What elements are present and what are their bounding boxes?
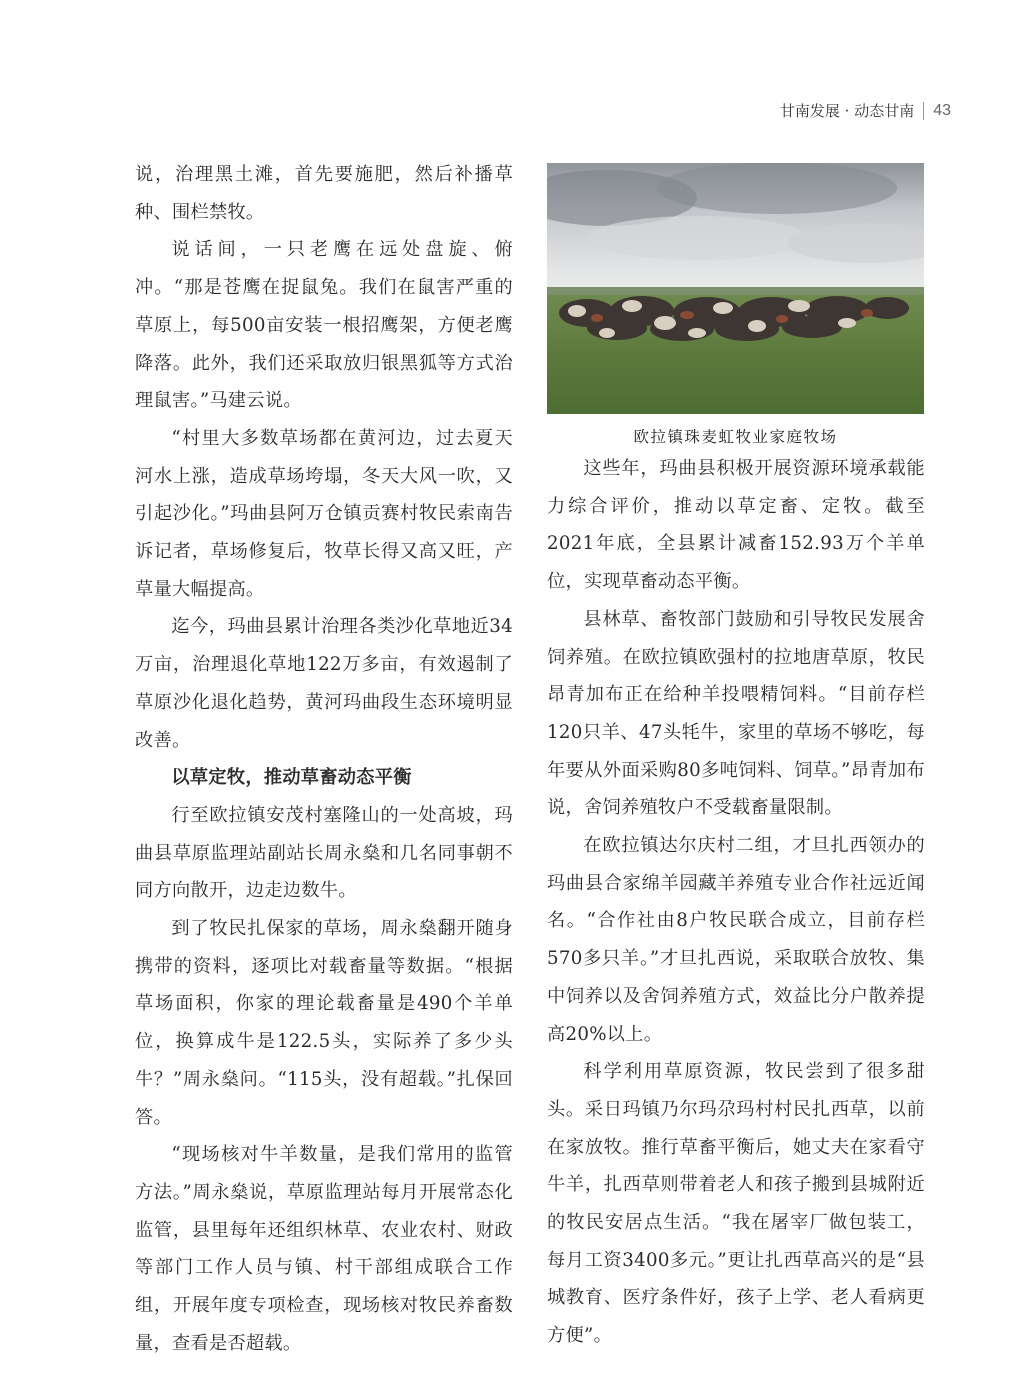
paragraph: “现场核对牛羊数量，是我们常用的监管方法。”周永燊说，草原监理站每月开展常态化监管，县里每年还组织林草、农业农村、财政等部门工作人员与镇、村干部组成联合工作组，开展年度专项检查，现场核对牧民养畜数量，查看是否超载。 (135, 1144, 513, 1354)
header-divider (923, 102, 924, 120)
running-header (780, 100, 951, 121)
herd-photo (547, 163, 924, 414)
right-column (547, 450, 925, 1355)
paragraph: 科学利用草原资源，牧民尝到了很多甜头。采日玛镇乃尔玛尕玛村村民扎西草，以前在家放牧。推行草畜平衡后，她丈夫在家看守牛羊，扎西草则带着老人和孩子搬到县城附近的牧民安居点生活。“我在屠宰厂做包装工，每月工资3400多元。”更让扎西草高兴的是“县城教育、医疗条件好，孩子上学、老人看病更方便”。 (547, 1061, 925, 1347)
paragraph: 到了牧民扎保家的草场，周永燊翻开随身携带的资料，逐项比对载畜量等数据。“根据草场面积，你家的理论载畜量是490个羊单位，换算成牛是122.5头，实际养了多少头牛？”周永燊问。“115头，没有超载。”扎保回答。 (135, 918, 513, 1128)
page-number: 43 (933, 101, 951, 119)
photo-caption: 欧拉镇珠麦虹牧业家庭牧场 (633, 428, 838, 446)
section-title: 甘南发展 · 动态甘南 (779, 102, 915, 120)
paragraph: 迄今，玛曲县累计治理各类沙化草地近34万亩，治理退化草地122万多亩，有效遏制了草原沙化退化趋势，黄河玛曲段生态环境明显改善。 (135, 616, 513, 751)
paragraph: 县林草、畜牧部门鼓励和引导牧民发展舍饲养殖。在欧拉镇欧强村的拉地唐草原，牧民昂青加布正在给种羊投喂精饲料。“目前存栏120只羊、47头牦牛，家里的草场不够吃，每年要从外面采购80多吨饲料、饲草。”昂青加布说，舍饲养殖牧户不受载畜量限制。 (547, 608, 925, 819)
paragraph: 说话间，一只老鹰在远处盘旋、俯冲。“那是苍鹰在捉鼠兔。我们在鼠害严重的草原上，每500亩安装一根招鹰架，方便老鹰降落。此外，我们还采取放归银黑狐等方式治理鼠害。”马建云说。 (135, 239, 513, 412)
paragraph: 行至欧拉镇安茂村塞隆山的一处高坡，玛曲县草原监理站副站长周永燊和几名同事朝不同方向散开，边走边数牛。 (135, 804, 513, 902)
pasture-herd-image (547, 163, 924, 414)
paragraph: 说，治理黑土滩，首先要施肥，然后补播草种、围栏禁牧。 (135, 164, 513, 223)
left-column (135, 156, 513, 1363)
section-heading: 以草定牧，推动草畜动态平衡 (171, 767, 412, 789)
paragraph: “村里大多数草场都在黄河边，过去夏天河水上涨，造成草场垮塌，冬天大风一吹，又引起沙化。”玛曲县阿万仓镇贡赛村牧民索南告诉记者，草场修复后，牧草长得又高又旺，产草量大幅提高。 (135, 427, 513, 600)
paragraph: 这些年，玛曲县积极开展资源环境承载能力综合评价，推动以草定畜、定牧。截至2021年底，全县累计减畜152.93万个羊单位，实现草畜动态平衡。 (547, 458, 925, 593)
paragraph: 在欧拉镇达尔庆村二组，才旦扎西领办的玛曲县合家绵羊园藏羊养殖专业合作社远近闻名。“合作社由8户牧民联合成立，目前存栏570多只羊。”才旦扎西说，采取联合放牧、集中饲养以及舍饲养殖方式，效益比分户散养提高20%以上。 (547, 835, 925, 1045)
